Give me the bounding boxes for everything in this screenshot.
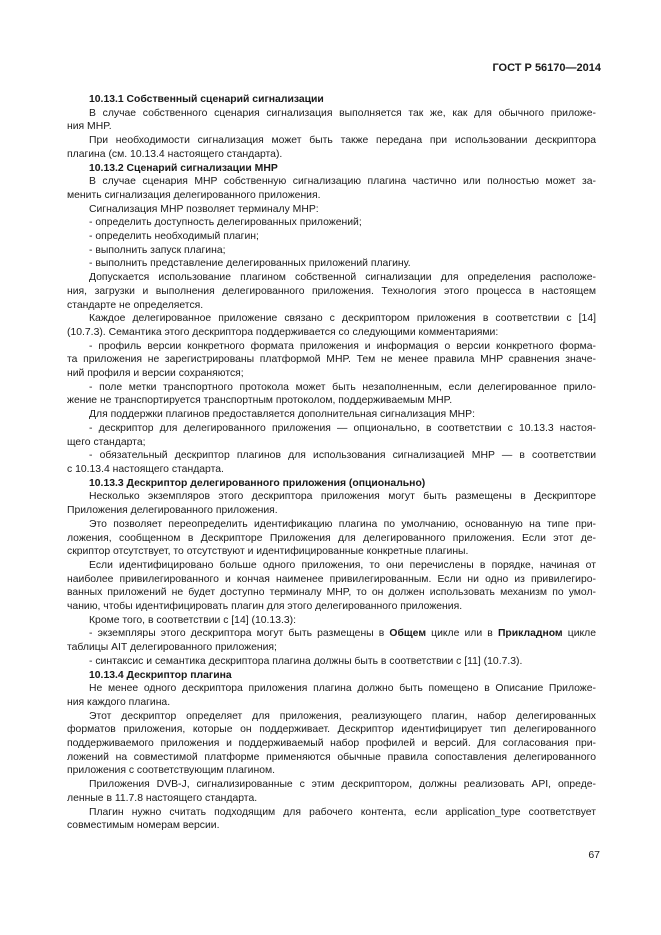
- text-line: та приложения не зарегистрированы платформой MHP. Тем не менее правила MHP сравнения значе-: [67, 354, 596, 366]
- text-line: наиболее привилегированного и кончая наименее привилегированным. Если ни одно из привилегиро-: [67, 573, 596, 585]
- document-id: ГОСТ Р 56170—2014: [492, 62, 601, 74]
- text-line: Этот дескриптор определяет для приложения, реализующего плагин, набор делегированных: [89, 710, 596, 722]
- paragraph: [67, 257, 596, 271]
- paragraph: [67, 175, 596, 202]
- text-line: - выполнить запуск плагина;: [89, 244, 226, 256]
- text-line: Кроме того, в соответствии с [14] (10.13.3):: [89, 614, 296, 626]
- page-number: 67: [588, 849, 600, 861]
- text-line: Если идентифицировано больше одного приложения, то они перечислены в порядке, начиная от: [89, 559, 596, 571]
- text-line: ленные в 11.7.8 настоящего стандарта.: [67, 792, 258, 804]
- paragraph: [67, 559, 596, 614]
- text-line: - определить необходимый плагин;: [89, 231, 259, 243]
- text-line: 10.13.1 Собственный сценарий сигнализации: [89, 94, 324, 105]
- section-heading: [67, 477, 596, 491]
- text-line: Не менее одного дескриптора приложения плагина должно быть помещено в Описание Приложе-: [89, 683, 596, 695]
- bold-term: Общем: [389, 628, 427, 640]
- paragraph: [67, 134, 596, 161]
- text-line: 10.13.2 Сценарий сигнализации MHP: [89, 162, 278, 174]
- text-line: чанию, чтобы идентифицировать плагин для этого делегированного приложения.: [67, 601, 463, 613]
- text-line: Приложения DVB-J, сигнализированные с этим дескриптором, должны реализовать API, опреде-: [89, 779, 596, 791]
- text-line: ний профиля и версии сохраняются;: [67, 368, 244, 380]
- bold-term: Прикладном: [497, 628, 563, 640]
- paragraph: [67, 655, 596, 669]
- paragraph: [67, 449, 596, 476]
- text-run: цикле или в: [426, 628, 498, 640]
- paragraph: [67, 230, 596, 244]
- text-line: (10.7.3). Семантика этого дескриптора поддерживается со следующими комментариями:: [67, 326, 499, 338]
- paragraph: [67, 710, 596, 779]
- text-line: ния MHP.: [67, 121, 112, 133]
- text-run: цикле: [562, 628, 596, 640]
- text-line: В случае собственного сценария сигнализация выполняется так же, как для обычного приложе-: [89, 107, 596, 119]
- paragraph: [67, 271, 596, 312]
- text-line: [67, 627, 596, 641]
- paragraph: [67, 203, 596, 217]
- text-line: скриптор отсутствует, то отсутствуют и идентифицированные конкретные плагины.: [67, 546, 469, 558]
- text-line: ния каждого плагина.: [67, 696, 171, 708]
- text-line: При необходимости сигнализация может быть также передана при использовании дескриптора: [89, 135, 596, 147]
- text-line: Сигнализация MHP позволяет терминалу MHP:: [89, 203, 319, 215]
- text-line: - поле метки транспортного протокола может быть незаполненным, если делегированное прило-: [89, 381, 596, 393]
- text-line: совместимым номерам версии.: [67, 820, 220, 832]
- text-line: стандарте не определяется.: [67, 299, 204, 311]
- text-line: - обязательный дескриптор плагинов для использования сигнализацией MHP — в соответствии: [89, 450, 596, 462]
- text-line: таблицы AIT делегированного приложения;: [67, 642, 277, 654]
- paragraph: [67, 627, 596, 654]
- text-line: В случае сценария MHP собственную сигнализацию плагина частично или полностью может за-: [89, 176, 596, 188]
- text-line: Плагин нужно считать подходящим для рабочего контента, если application_type соответствует: [89, 806, 596, 818]
- text-line: - определить доступность делегированных приложений;: [89, 217, 362, 229]
- section-heading: [67, 93, 596, 107]
- text-run: - экземпляры этого дескриптора могут быть размещены в: [89, 628, 390, 640]
- text-line: поддерживаемого приложения и поддерживаемый набор профилей и версий. Для согласования при-: [67, 738, 596, 750]
- text-line: Приложения делегированного приложения.: [67, 505, 278, 517]
- text-line: - профиль версии конкретного формата приложения и информация о версии конкретного форма-: [89, 340, 596, 352]
- paragraph: [67, 408, 596, 422]
- paragraph: [67, 107, 596, 134]
- text-line: Каждое делегированное приложение связано с дескриптором приложения в соответствии с [14]: [89, 313, 596, 325]
- text-line: ложений на совместимой платформе применяются обычные правила сопоставления делегированного: [67, 751, 596, 763]
- text-line: Для поддержки плагинов предоставляется дополнительная сигнализация MHP:: [89, 409, 475, 421]
- text-line: форматов приложения, которые он поддерживает. Дескриптор идентифицирует тип делегированного: [67, 724, 596, 736]
- paragraph: [67, 340, 596, 381]
- text-line: щего стандарта;: [67, 436, 146, 448]
- paragraph: [67, 806, 596, 833]
- text-line: Несколько экземпляров этого дескриптора приложения могут быть размещены в Дескрипторе: [89, 491, 596, 503]
- paragraph: [67, 312, 596, 339]
- paragraph: [67, 682, 596, 709]
- text-line: менить сигнализация делегированного приложения.: [67, 189, 321, 201]
- text-line: 10.13.3 Дескриптор делегированного приложения (опционально): [89, 477, 426, 489]
- paragraph: [67, 614, 596, 628]
- text-line: Это позволяет переопределить идентификацию плагина по умолчанию, основанную на типе при-: [89, 518, 596, 530]
- text-line: - синтаксис и семантика дескриптора плагина должны быть в соответствии с [11] (10.7.3).: [89, 655, 523, 667]
- paragraph: [67, 490, 596, 517]
- text-line: жение не транспортируется транспортным протоколом, поддерживаемым MHP.: [67, 395, 453, 407]
- text-line: приложения с соответствующим плагином.: [67, 765, 276, 777]
- paragraph: [67, 518, 596, 559]
- text-line: Допускается использование плагином собственной сигнализации для определения расположе-: [89, 272, 596, 284]
- paragraph: [67, 778, 596, 805]
- paragraph: [67, 244, 596, 258]
- document-body: [67, 93, 596, 833]
- text-line: 10.13.4 Дескриптор плагина: [89, 669, 232, 681]
- paragraph: [67, 216, 596, 230]
- paragraph: [67, 381, 596, 408]
- text-line: ванных приложений не будет доступно терминалу MHP, то он должен использовать механизм по умол-: [67, 587, 596, 599]
- section-heading: [67, 162, 596, 176]
- text-line: ложения, сообщенном в Дескрипторе Приложения для делегированного приложения. Если этот де-: [67, 532, 596, 544]
- section-heading: [67, 669, 596, 683]
- text-line: плагина (см. 10.13.4 настоящего стандарта).: [67, 148, 283, 160]
- text-line: с 10.13.4 настоящего стандарта.: [67, 463, 224, 475]
- text-line: - выполнить представление делегированных приложений плагину.: [89, 258, 411, 270]
- text-line: ния, загрузки и выполнения делегированного приложения. Технология этого процесса в настоящем: [67, 285, 596, 297]
- text-line: - дескриптор для делегированного приложения — опционально, в соответствии с 10.13.3 настоя-: [89, 422, 596, 434]
- paragraph: [67, 422, 596, 449]
